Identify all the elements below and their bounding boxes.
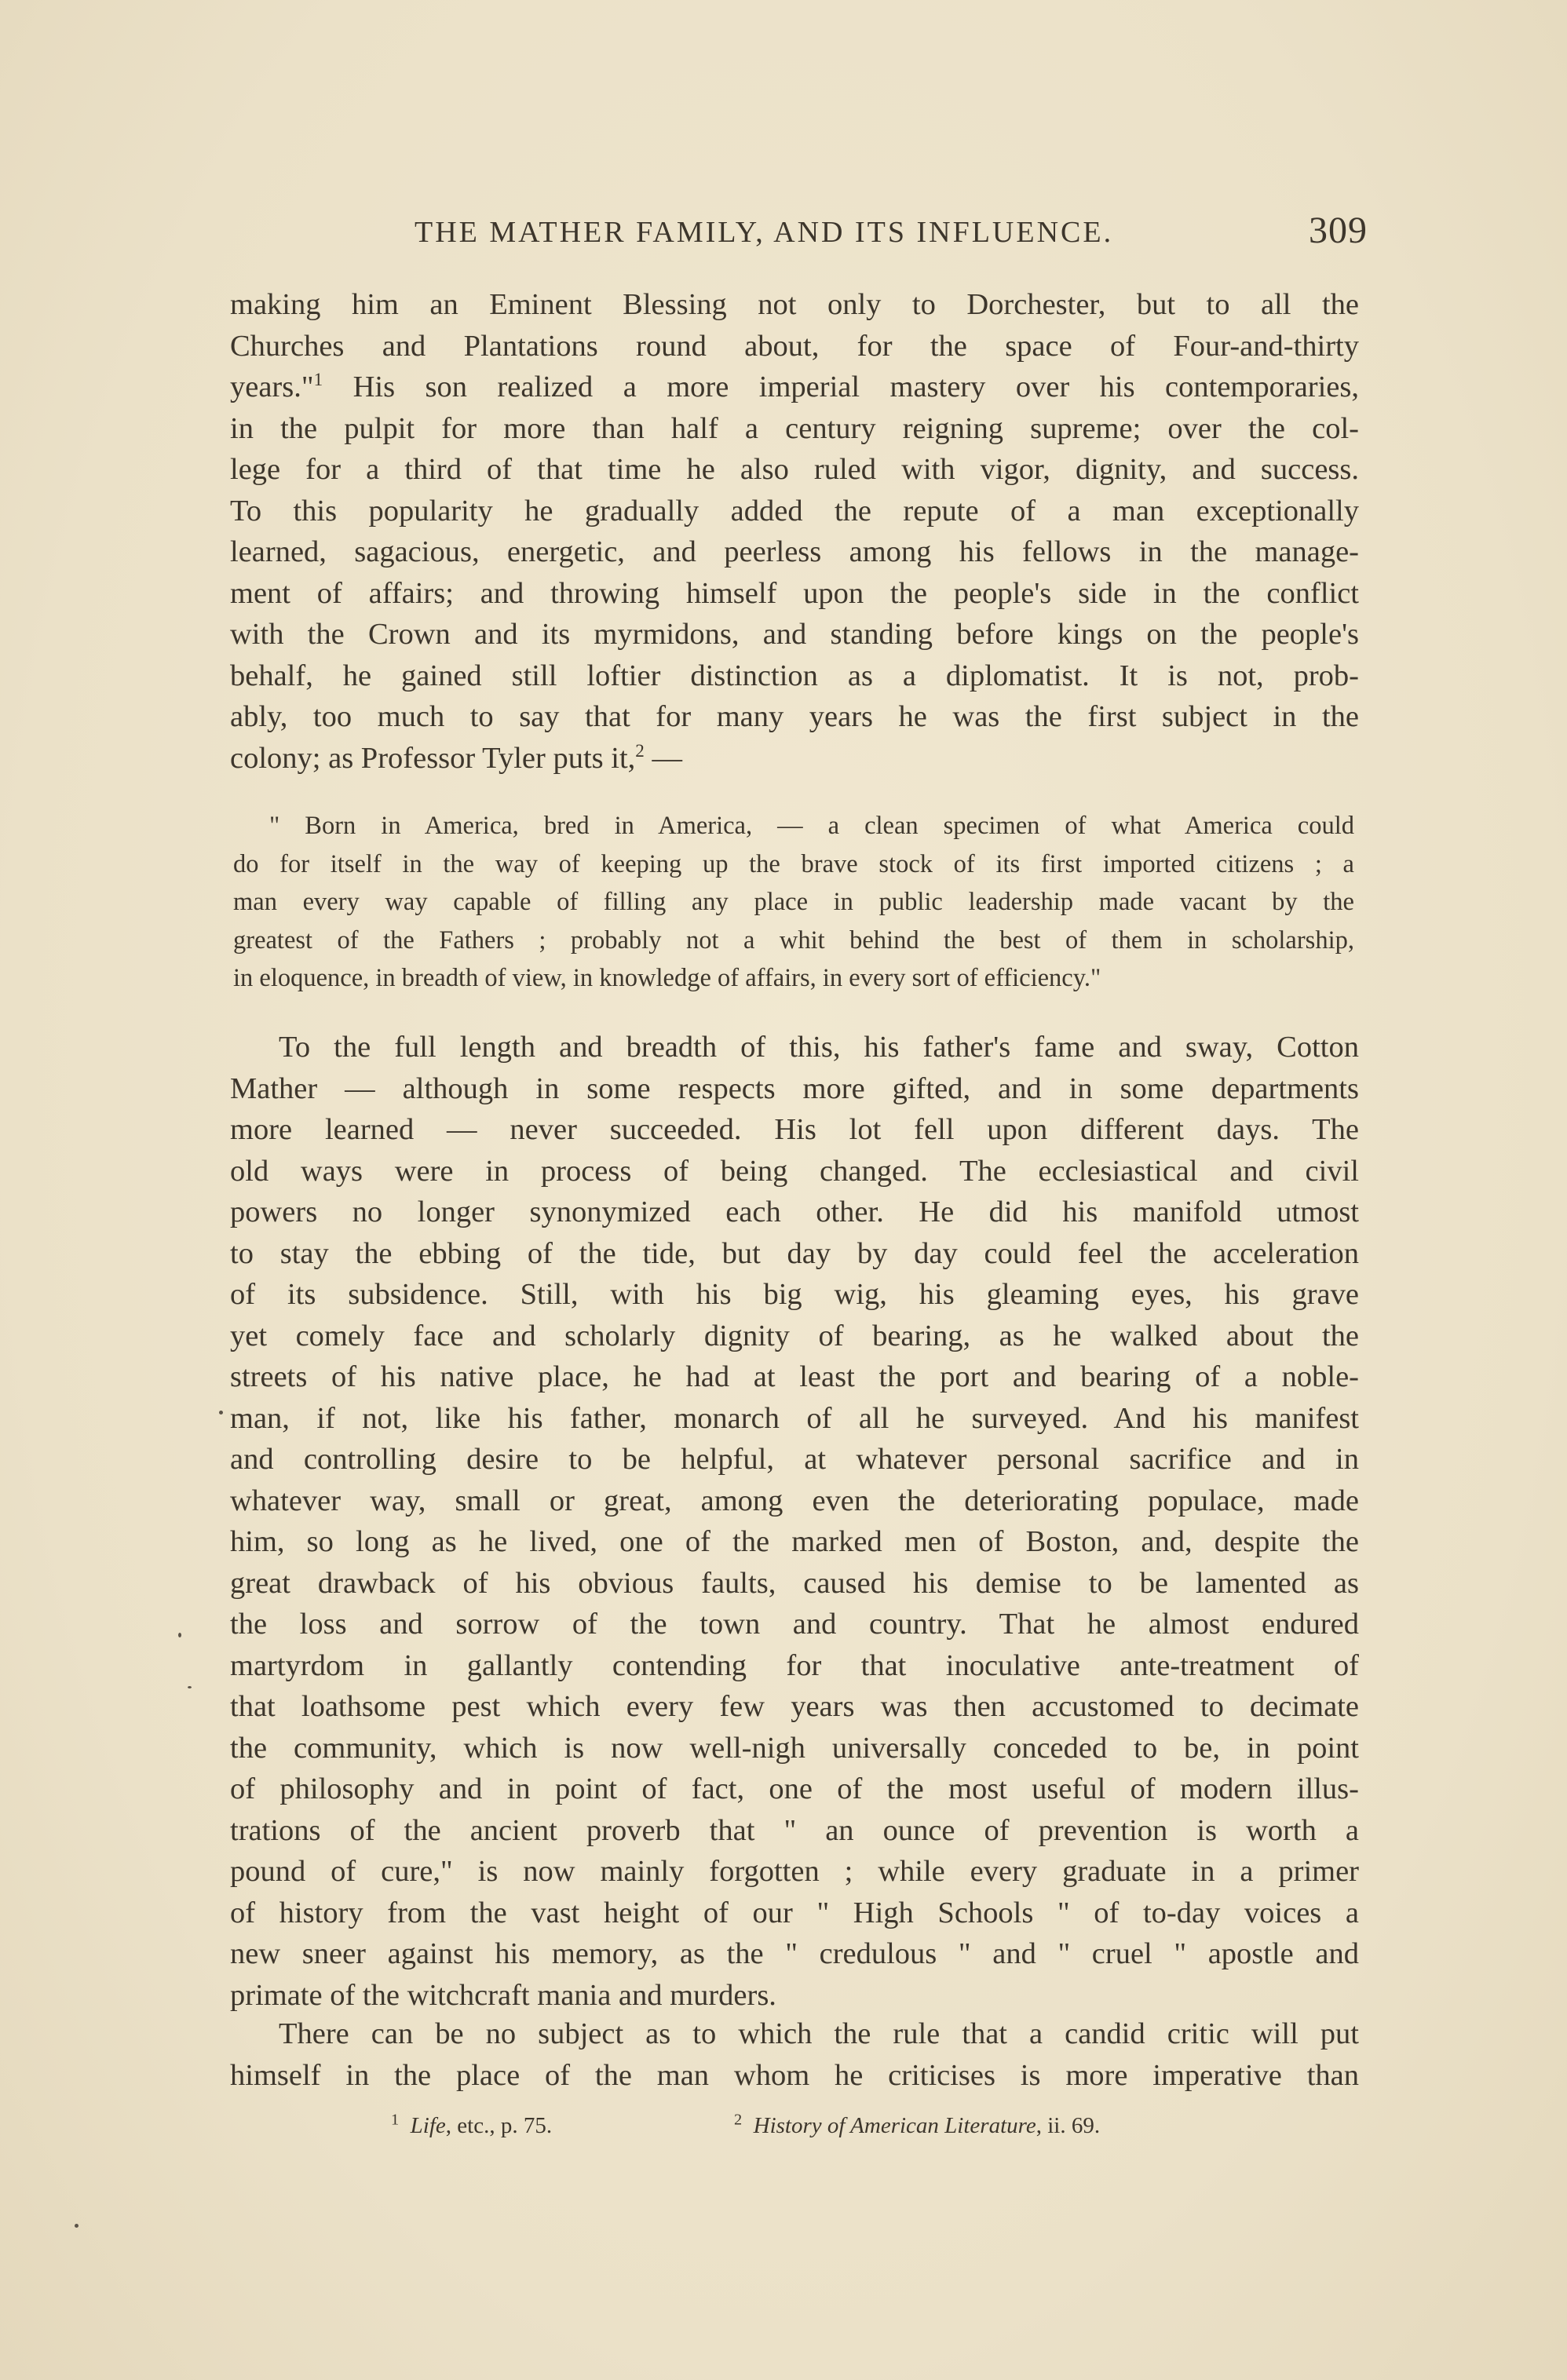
text-line: man, if not, like his father, monarch of all he surveyed. And his manifest — [230, 1401, 1359, 1435]
paragraph-1 — [230, 284, 1359, 779]
quote-line: " Born in America, bred in America, — a clean specimen of what America could — [269, 812, 1354, 840]
text-line: pound of cure," is now mainly forgotten ; while every graduate in a primer — [230, 1855, 1359, 1888]
quote-line: man every way capable of filling any place in public leadership made vacant by the — [233, 888, 1354, 916]
text-line: the community, which is now well-nigh universally conceded to be, in point — [230, 1731, 1359, 1765]
text-line: new sneer against his memory, as the " credulous " and " cruel " apostle and — [230, 1937, 1359, 1970]
paper-speck — [75, 2224, 79, 2228]
footnote-1 — [391, 2113, 552, 2139]
footnote-marker: 1 — [391, 2111, 400, 2129]
quote-line: do for itself in the way of keeping up the brave stock of its first imported citizens ; a — [233, 849, 1354, 878]
text-line: himself in the place of the man whom he criticises is more imperative than — [230, 2058, 1359, 2092]
text-line: learned, sagacious, energetic, and peerless among his fellows in the manage- — [230, 535, 1359, 568]
text-line: making him an Eminent Blessing not only to Dorchester, but to all the — [230, 288, 1359, 321]
text-line: ment of affairs; and throwing himself upon the people's side in the conflict — [230, 576, 1359, 610]
text-line: that loathsome pest which every few years was then accustomed to decimate — [230, 1690, 1359, 1723]
text-line: There can be no subject as to which the rule that a candid critic will put — [279, 2017, 1359, 2050]
text-line: streets of his native place, he had at least the port and bearing of a noble- — [230, 1360, 1359, 1393]
text-line: behalf, he gained still loftier distinction as a diplomatist. It is not, prob- — [230, 659, 1359, 692]
page-header — [226, 209, 1368, 256]
footnote-title: History of American Literature — [753, 2113, 1036, 2138]
text-line: old ways were in process of being changed. The ecclesiastical and civil — [230, 1154, 1359, 1188]
footnote-ref-1[interactable]: 1 — [313, 369, 323, 390]
text-line: To this popularity he gradually added the repute of a man exceptionally — [230, 494, 1359, 527]
paper-speck — [188, 1686, 192, 1688]
paragraph-3 — [230, 2013, 1359, 2096]
text-fragment: — — [644, 741, 682, 775]
text-line: trations of the ancient proverb that " an ounce of prevention is worth a — [230, 1813, 1359, 1847]
text-line: of its subsidence. Still, with his big wig, his gleaming eyes, his grave — [230, 1278, 1359, 1311]
text-line: primate of the witchcraft mania and murders. — [230, 1978, 776, 2012]
text-line: whatever way, small or great, among even the deteriorating populace, made — [230, 1484, 1359, 1517]
text-line: to stay the ebbing of the tide, but day by day could feel the acceleration — [230, 1236, 1359, 1270]
text-line: of philosophy and in point of fact, one of the most useful of modern illus- — [230, 1772, 1359, 1805]
text-line: him, so long as he lived, one of the marked men of Boston, and, despite the — [230, 1525, 1359, 1558]
text-line: and controlling desire to be helpful, at whatever personal sacrifice and in — [230, 1443, 1359, 1476]
paper-speck — [178, 1633, 181, 1637]
running-head: THE MATHER FAMILY, AND ITS INFLUENCE. — [415, 216, 1114, 249]
text-line: To the full length and breadth of this, his father's fame and sway, Cotton — [279, 1031, 1359, 1064]
footnote-marker: 2 — [734, 2111, 743, 2129]
text-line: more learned — never succeeded. His lot fell upon different days. The — [230, 1113, 1359, 1146]
page-number: 309 — [1309, 210, 1368, 251]
footnote-text: , ii. 69. — [1036, 2113, 1101, 2138]
text-line: powers no longer synonymized each other. He did his manifold utmost — [230, 1195, 1359, 1228]
text-line: the loss and sorrow of the town and country. That he almost endured — [230, 1608, 1359, 1641]
text-line: of history from the vast height of our " High Schools " of to-day voices a — [230, 1896, 1359, 1929]
text-fragment: years." — [230, 371, 314, 403]
text-line: ably, too much to say that for many years he was the first subject in the — [230, 700, 1359, 733]
footnote-ref-2[interactable]: 2 — [635, 739, 645, 761]
text-line — [230, 367, 1359, 408]
block-quote — [233, 807, 1354, 998]
footnote-2 — [734, 2113, 1100, 2139]
footnote-title: Life — [410, 2113, 446, 2138]
text-line — [230, 738, 1359, 779]
text-line: with the Crown and its myrmidons, and standing before kings on the people's — [230, 618, 1359, 651]
text-fragment: His son realized a more imperial mastery over his contemporaries, — [352, 371, 1359, 403]
quote-line: greatest of the Fathers ; probably not a whit behind the best of them in scholarship, — [233, 925, 1354, 955]
footnote-text: , etc., p. 75. — [445, 2113, 553, 2138]
text-fragment: colony; as Professor Tyler puts it, — [230, 741, 636, 775]
quote-line: in eloquence, in breadth of view, in knowledge of affairs, in every sort of efficiency." — [233, 964, 1101, 992]
paragraph-2 — [230, 1027, 1359, 2016]
text-line: Churches and Plantations round about, for the space of Four-and-thirty — [230, 329, 1359, 363]
text-line: in the pulpit for more than half a century reigning supreme; over the col- — [230, 411, 1359, 445]
text-line: yet comely face and scholarly dignity of bearing, as he walked about the — [230, 1319, 1359, 1352]
paper-speck — [219, 1411, 223, 1414]
text-line: lege for a third of that time he also ruled with vigor, dignity, and success. — [230, 453, 1359, 486]
text-line: martyrdom in gallantly contending for that inoculative ante-treatment of — [230, 1648, 1359, 1682]
text-line: Mather — although in some respects more gifted, and in some departments — [230, 1071, 1359, 1105]
text-line: great drawback of his obvious faults, caused his demise to be lamented as — [230, 1566, 1359, 1600]
